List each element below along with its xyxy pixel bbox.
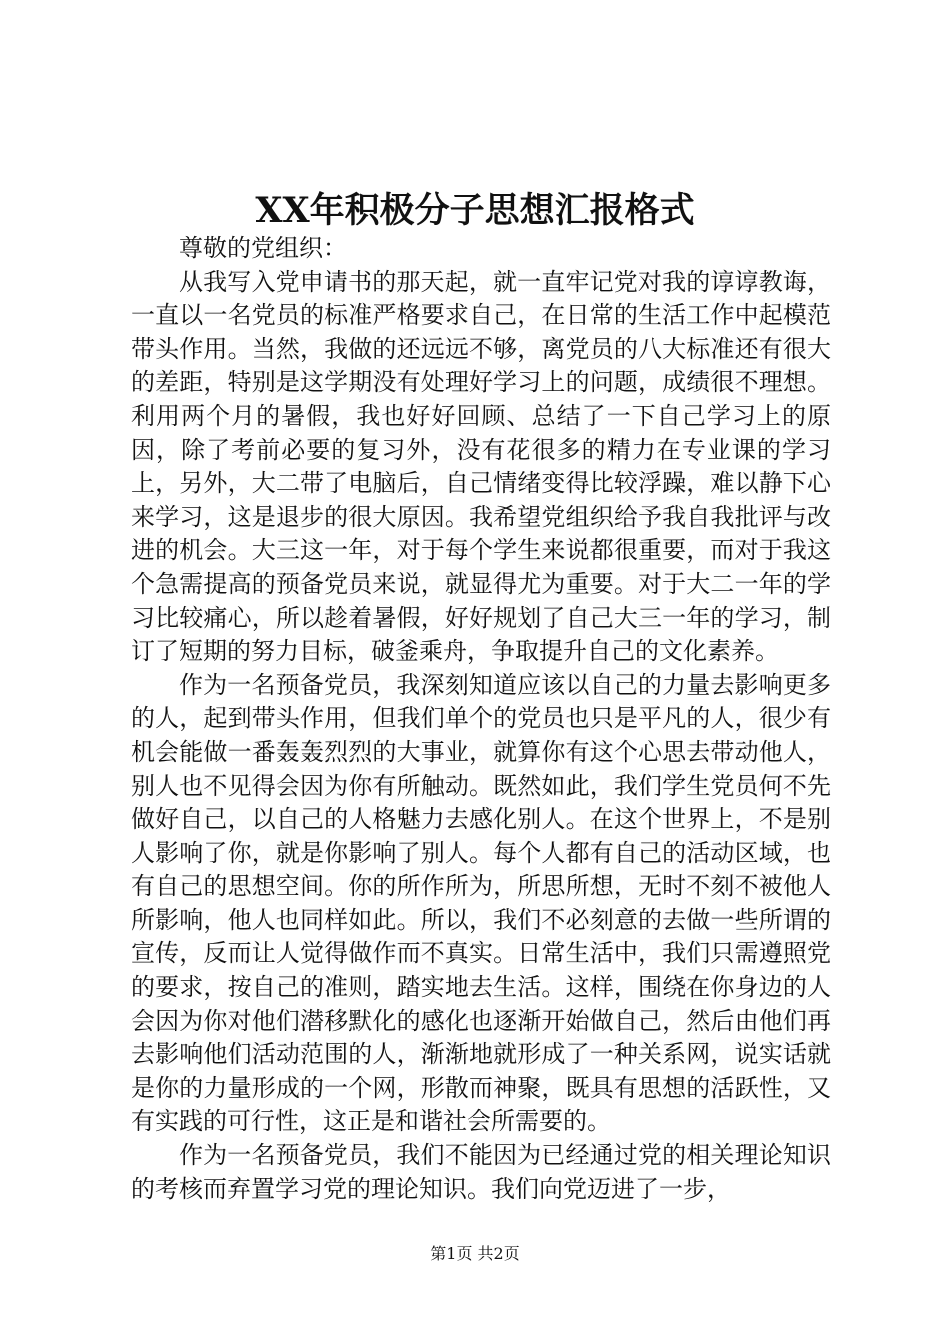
paragraph-3: 作为一名预备党员，我们不能因为已经通过党的相关理论知识的考核而弃置学习党的理论知识。我们向党迈进了一步， bbox=[131, 1141, 831, 1203]
page-number-footer: 第1页 共2页 bbox=[430, 1244, 520, 1263]
paragraph-2: 作为一名预备党员，我深刻知道应该以自己的力量去影响更多的人，起到带头作用，但我们单个的党员也只是平凡的人，很少有机会能做一番轰轰烈烈的大事业，就算你有这个心思去带动他人，别人也不见得会因为你有所触动。既然如此，我们学生党员何不先做好自己，以自己的人格魅力去感化别人。在这个世界上，不是别人影响了你，就是你影响了别人。每个人都有自己的活动区域，也有自己的思想空间。你的所作所为，所思所想，无时不刻不被他人所影响，他人也同样如此。所以，我们不必刻意的去做一些所谓的宣传，反而让人觉得做作而不真实。日常生活中，我们只需遵照党的要求，按自己的准则，踏实地去生活。这样，围绕在你身边的人会因为你对他们潜移默化的感化也逐渐开始做自己，然后由他们再去影响他们活动范围的人，渐渐地就形成了一种关系网，说实话就是你的力量形成的一个网，形散而神聚，既具有思想的活跃性，又有实践的可行性，这正是和谐社会所需要的。 bbox=[131, 670, 831, 1136]
salutation: 尊敬的党组织： bbox=[179, 234, 347, 262]
paragraph-1: 从我写入党申请书的那天起，就一直牢记党对我的谆谆教诲，一直以一名党员的标准严格要求自己，在日常的生活工作中起模范带头作用。当然，我做的还远远不够，离党员的八大标准还有很大的差距，特别是这学期没有处理好学习上的问题，成绩很不理想。利用两个月的暑假，我也好好回顾、总结了一下自己学习上的原因，除了考前必要的复习外，没有花很多的精力在专业课的学习上，另外，大二带了电脑后，自己情绪变得比较浮躁，难以静下心来学习，这是退步的很大原因。我希望党组织给予我自我批评与改进的机会。大三这一年，对于每个学生来说都很重要，而对于我这个急需提高的预备党员来说，就显得尤为重要。对于大二一年的学习比较痛心，所以趁着暑假，好好规划了自己大三一年的学习，制订了短期的努力目标，破釜乘舟，争取提升自己的文化素养。 bbox=[131, 267, 831, 666]
document-body bbox=[131, 232, 831, 1206]
document-title: XX年积极分子思想汇报格式 bbox=[255, 190, 695, 231]
